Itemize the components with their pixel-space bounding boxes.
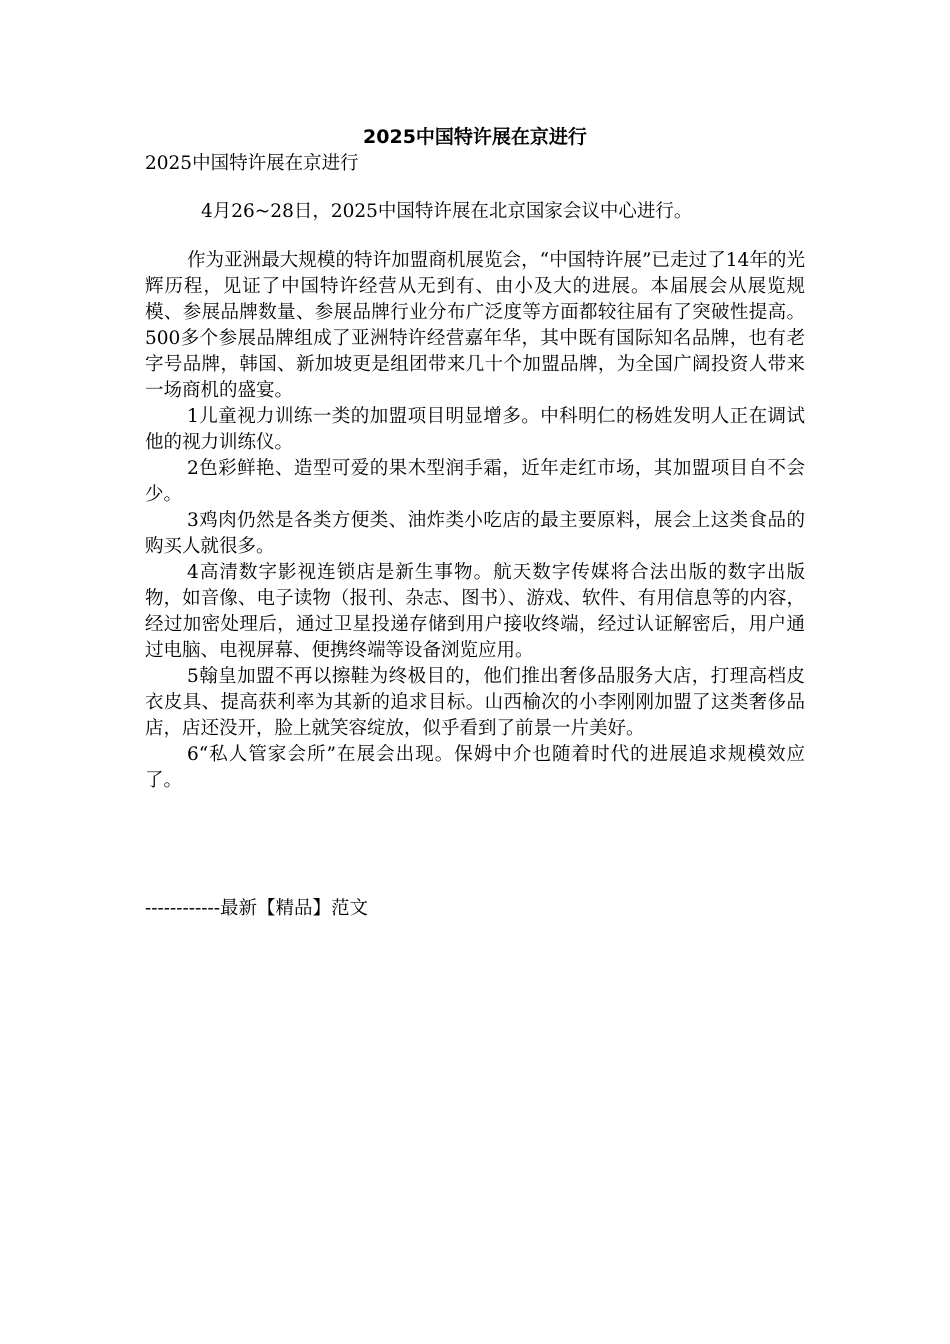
document-footer: ------------最新【精品】范文 [145, 898, 369, 919]
document-subtitle: 2025中国特许展在京进行 [145, 153, 359, 174]
list-item: 4高清数字影视连锁店是新生事物。航天数字传媒将合法出版的数字出版物，如音像、电子读物（报刊、杂志、图书）、游戏、软件、有用信息等的内容，经过加密处理后，通过卫星投递存储到用户接收终端，经过认证解密后，用户通过电脑、电视屏幕、便携终端等设备浏览应用。 [145, 562, 805, 661]
list-item: 1儿童视力训练一类的加盟项目明显增多。中科明仁的杨姓发明人正在调试他的视力训练仪。 [145, 406, 805, 453]
list-item: 3鸡肉仍然是各类方便类、油炸类小吃店的最主要原料，展会上这类食品的购买人就很多。 [145, 510, 805, 557]
document-body [145, 151, 805, 794]
intro-paragraph: 作为亚洲最大规模的特许加盟商机展览会，“中国特许展”已走过了14年的光辉历程，见证了中国特许经营从无到有、由小及大的进展。本届展会从展览规模、参展品牌数量、参展品牌行业分布广泛度等方面都较往届有了突破性提高。500多个参展品牌组成了亚洲特许经营嘉年华，其中既有国际知名品牌，也有老字号品牌，韩国、新加坡更是组团带来几十个加盟品牌，为全国广阔投资人带来一场商机的盛宴。 [145, 250, 805, 401]
list-item: 6“私人管家会所”在展会出现。保姆中介也随着时代的进展追求规模效应了。 [145, 744, 805, 791]
dateline-paragraph: 4月26~28日，2025中国特许展在北京国家会议中心进行。 [201, 201, 693, 222]
list-item: 2色彩鲜艳、造型可爱的果木型润手霜，近年走红市场，其加盟项目自不会少。 [145, 458, 805, 505]
document-title: 2025中国特许展在京进行 [363, 126, 587, 148]
list-item: 5翰皇加盟不再以擦鞋为终极目的，他们推出奢侈品服务大店，打理高档皮衣皮具、提高获利率为其新的追求目标。山西榆次的小李刚刚加盟了这类奢侈品店，店还没开，脸上就笑容绽放，似乎看到了前景一片美好。 [145, 666, 805, 739]
